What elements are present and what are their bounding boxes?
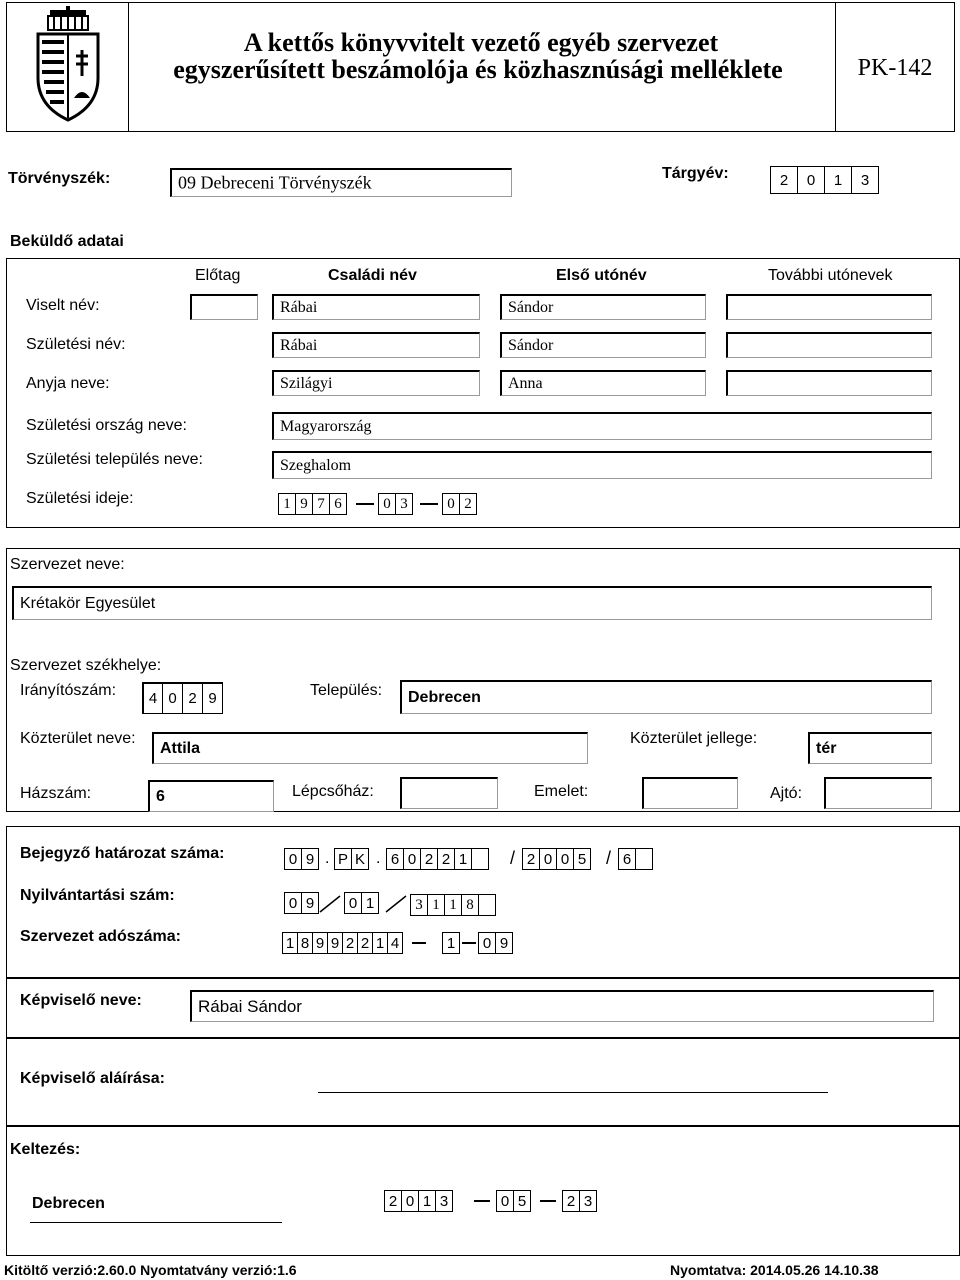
reg-digit: 0 — [344, 892, 362, 914]
first-name-value: Anna — [508, 374, 543, 392]
floor-label: Emelet: — [534, 783, 589, 800]
birth-place-label: Születési település neve: — [26, 451, 203, 468]
tax-digit: 4 — [387, 932, 403, 954]
reg-digit — [478, 894, 496, 916]
zip-digit: 9 — [202, 682, 223, 714]
tax-number-label: Szervezet adószáma: — [20, 928, 181, 945]
org-name-label: Szervezet neve: — [10, 556, 125, 573]
family-name-value: Rábai — [280, 298, 318, 316]
birth-country-field[interactable] — [272, 412, 932, 440]
signature-line[interactable] — [318, 1092, 828, 1093]
birth-year-cells[interactable] — [278, 493, 346, 515]
zip-label: Irányítószám: — [20, 682, 117, 699]
decision-digit: 1 — [454, 848, 472, 870]
reg-digit: 9 — [301, 892, 319, 914]
prefix-field[interactable] — [190, 294, 258, 320]
decision-digit: K — [351, 848, 369, 870]
footer-version: Kitöltő verzió:2.60.0 Nyomtatvány verzió:1.6 — [4, 1262, 297, 1278]
decision-separator: . — [376, 850, 381, 867]
further-names-field[interactable] — [726, 370, 932, 396]
year-digit: 1 — [824, 166, 852, 194]
date-digit: 1 — [278, 493, 296, 515]
representative-name-label: Képviselő neve: — [20, 992, 142, 1009]
col-first: Első utónév — [556, 267, 647, 284]
decision-digit: 0 — [539, 848, 557, 870]
dating-day-cells[interactable] — [562, 1190, 596, 1212]
decision-digit: 0 — [556, 848, 574, 870]
city-label: Település: — [310, 682, 383, 699]
date-digit: 0 — [378, 493, 396, 515]
year-label: Tárgyév: — [662, 165, 729, 182]
date-digit: 5 — [513, 1190, 531, 1212]
reg-digit: 1 — [427, 894, 445, 916]
col-family: Családi név — [328, 267, 417, 284]
tax-digit: 1 — [442, 932, 460, 954]
house-number-value: 6 — [156, 787, 165, 805]
door-field[interactable] — [824, 777, 932, 809]
decision-b-cells[interactable] — [334, 848, 368, 870]
decision-slash: / — [510, 848, 516, 868]
staircase-field[interactable] — [400, 777, 498, 809]
decision-digit: 0 — [403, 848, 421, 870]
decision-digit: 2 — [522, 848, 540, 870]
date-digit: 9 — [295, 493, 313, 515]
birth-country-value: Magyarország — [280, 417, 372, 435]
reg-a-cells[interactable] — [284, 892, 318, 914]
first-name-field[interactable] — [500, 294, 706, 320]
further-names-field[interactable] — [726, 294, 932, 320]
row-label-birth-name: Születési név: — [26, 336, 126, 353]
dating-year-cells[interactable] — [384, 1190, 452, 1212]
first-name-value: Sándor — [508, 336, 554, 354]
date-digit: 0 — [442, 493, 460, 515]
zip-digit: 0 — [162, 682, 183, 714]
reg-c-cells[interactable] — [410, 894, 495, 916]
first-name-value: Sándor — [508, 298, 554, 316]
representative-name-field[interactable] — [190, 990, 934, 1022]
decision-digit: 2 — [420, 848, 438, 870]
date-digit: 7 — [312, 493, 330, 515]
decision-digit: 0 — [284, 848, 302, 870]
decision-d-cells[interactable] — [522, 848, 590, 870]
family-name-field[interactable] — [272, 332, 480, 358]
reg-digit: 0 — [284, 892, 302, 914]
reg-slash-2 — [384, 892, 408, 914]
tax-digit: 9 — [312, 932, 328, 954]
birth-month-cells[interactable] — [378, 493, 412, 515]
dating-month-cells[interactable] — [496, 1190, 530, 1212]
reg-digit: 1 — [444, 894, 462, 916]
org-name-value: Krétakör Egyesület — [20, 594, 156, 612]
street-value: Attila — [160, 739, 200, 757]
tax-digit: 9 — [495, 932, 513, 954]
decision-digit: 5 — [573, 848, 591, 870]
decision-separator: . — [325, 850, 330, 867]
court-field[interactable] — [170, 168, 512, 197]
decision-c-cells[interactable] — [386, 848, 488, 870]
street-field[interactable] — [152, 732, 588, 764]
court-value: 09 Debreceni Törvényszék — [178, 172, 372, 193]
hungarian-coat-of-arms-icon — [30, 6, 106, 124]
reg-slash-1 — [318, 892, 342, 914]
birth-day-cells[interactable] — [442, 493, 476, 515]
date-separator — [474, 1200, 490, 1202]
decision-number-label: Bejegyző határozat száma: — [20, 845, 225, 862]
tax-digit: 0 — [478, 932, 496, 954]
date-digit: 1 — [418, 1190, 436, 1212]
date-digit: 3 — [395, 493, 413, 515]
tax-separator — [412, 942, 426, 944]
staircase-label: Lépcsőház: — [292, 783, 374, 800]
birth-country-label: Születési ország neve: — [26, 417, 187, 434]
date-digit: 2 — [459, 493, 477, 515]
org-seat-label: Szervezet székhelye: — [10, 657, 162, 674]
floor-field[interactable] — [642, 777, 738, 809]
house-number-label: Házszám: — [20, 785, 92, 802]
tax-digit: 2 — [342, 932, 358, 954]
street-type-label: Közterület jellege: — [630, 730, 758, 747]
house-number-field[interactable] — [148, 780, 274, 812]
dating-label: Keltezés: — [10, 1141, 81, 1158]
family-name-field[interactable] — [272, 294, 480, 320]
birth-place-value: Szeghalom — [280, 456, 352, 474]
dating-place[interactable]: Debrecen — [32, 1195, 105, 1212]
tax-separator — [462, 942, 476, 944]
row-label-mother-name: Anyja neve: — [26, 375, 110, 392]
tax-digit: 8 — [297, 932, 313, 954]
year-digit: 3 — [851, 166, 879, 194]
date-digit: 3 — [579, 1190, 597, 1212]
street-type-value: tér — [816, 739, 837, 757]
tax-digit: 1 — [372, 932, 388, 954]
footer-printed: Nyomtatva: 2014.05.26 14.10.38 — [670, 1262, 879, 1278]
date-separator — [420, 503, 438, 505]
date-digit: 2 — [562, 1190, 580, 1212]
decision-e-cells[interactable] — [618, 848, 652, 870]
reg-b-cells[interactable] — [344, 892, 378, 914]
further-names-field[interactable] — [726, 332, 932, 358]
year-digit: 0 — [797, 166, 825, 194]
decision-digit: 2 — [437, 848, 455, 870]
decision-digit — [471, 848, 489, 870]
zip-digit: 4 — [142, 682, 163, 714]
date-digit: 0 — [496, 1190, 514, 1212]
reg-digit: 3 — [410, 894, 428, 916]
tax-a-cells[interactable] — [282, 932, 402, 954]
family-name-field[interactable] — [272, 370, 480, 396]
row-label-worn-name: Viselt név: — [26, 297, 100, 314]
date-digit: 6 — [329, 493, 347, 515]
decision-digit: P — [334, 848, 352, 870]
date-digit: 3 — [435, 1190, 453, 1212]
decision-digit: 6 — [386, 848, 404, 870]
date-separator — [356, 503, 374, 505]
date-digit: 2 — [384, 1190, 402, 1212]
decision-digit: 6 — [618, 848, 636, 870]
first-name-field[interactable] — [500, 370, 706, 396]
birth-place-field[interactable] — [272, 451, 932, 479]
city-value: Debrecen — [408, 688, 481, 706]
family-name-value: Rábai — [280, 336, 318, 354]
sender-section-label: Beküldő adatai — [10, 233, 124, 250]
reg-digit: 1 — [361, 892, 379, 914]
representative-name-value: Rábai Sándor — [198, 996, 302, 1016]
city-field[interactable] — [400, 680, 932, 714]
signature-label: Képviselő aláírása: — [20, 1070, 165, 1087]
dating-section — [6, 1126, 960, 1256]
door-label: Ajtó: — [770, 785, 803, 802]
street-type-field[interactable] — [808, 732, 932, 764]
reg-digit: 8 — [461, 894, 479, 916]
tax-c-cells[interactable] — [478, 932, 512, 954]
decision-digit — [635, 848, 653, 870]
tax-b-cells[interactable] — [442, 932, 459, 954]
birth-date-label: Születési ideje: — [26, 490, 134, 507]
zip-digit: 2 — [182, 682, 203, 714]
street-label: Közterület neve: — [20, 730, 136, 747]
year-cells[interactable] — [770, 166, 878, 194]
tax-digit: 9 — [327, 932, 343, 954]
registration-number-label: Nyilvántartási szám: — [20, 887, 175, 904]
tax-digit: 1 — [282, 932, 298, 954]
tax-digit: 2 — [357, 932, 373, 954]
decision-a-cells[interactable] — [284, 848, 318, 870]
court-label: Törvényszék: — [8, 170, 111, 187]
date-digit: 0 — [401, 1190, 419, 1212]
date-separator — [540, 1200, 556, 1202]
dating-place-underline — [30, 1222, 282, 1223]
decision-slash: / — [606, 848, 612, 868]
col-further: További utónevek — [768, 267, 893, 284]
form-code: PK-142 — [857, 55, 933, 81]
decision-digit: 9 — [301, 848, 319, 870]
zip-cells[interactable] — [142, 682, 222, 714]
form-title-line1: A kettős könyvvitelt vezető egyéb szervezet — [243, 28, 719, 57]
family-name-value: Szilágyi — [280, 374, 333, 392]
form-title-line2: egyszerűsített beszámolója és közhasznúsági melléklete — [173, 55, 783, 84]
year-digit: 2 — [770, 166, 798, 194]
col-prefix: Előtag — [195, 267, 241, 284]
first-name-field[interactable] — [500, 332, 706, 358]
org-name-field[interactable] — [12, 586, 932, 620]
